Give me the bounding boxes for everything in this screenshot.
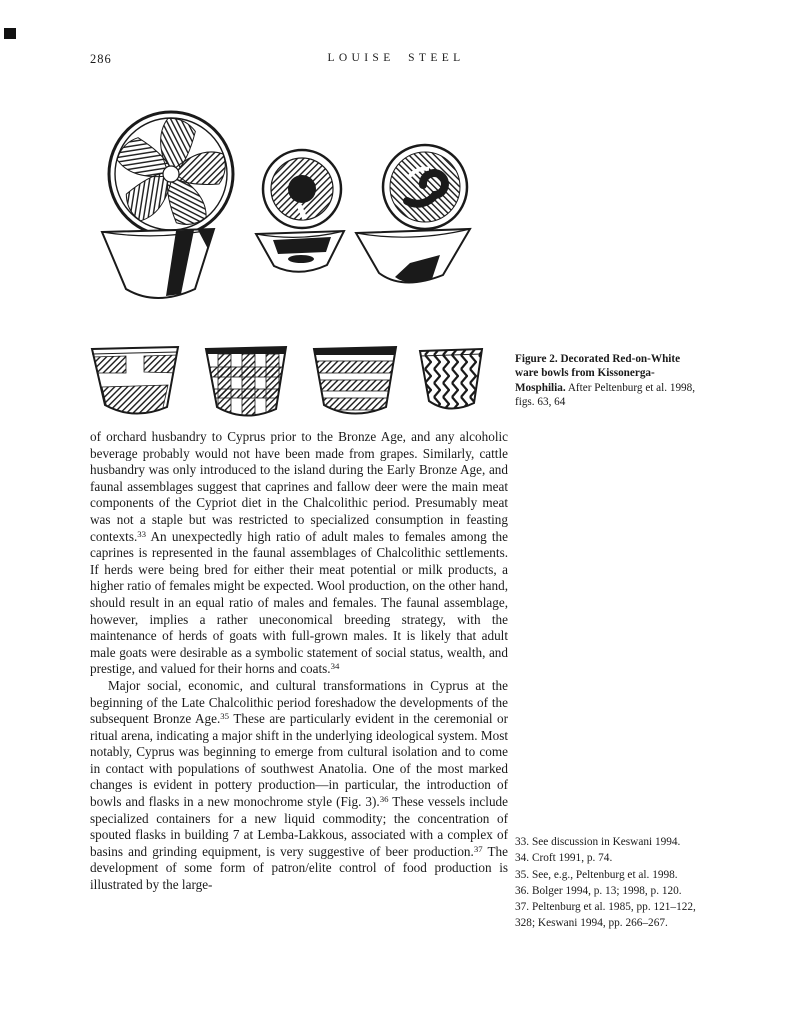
bowl-decorated-lattice: [206, 347, 286, 423]
bowl-profile-3: [356, 229, 470, 283]
footnote-ref-36: 36: [379, 794, 389, 805]
bowl-top-view-spiral: [383, 145, 467, 229]
footnote-33: 33. See discussion in Keswani 1994.: [515, 836, 681, 848]
paragraph-text: These are particularly evident in the ceremonial or ritual arena, indicating a major shift in the underlying ideological system. Most notably, Cyprus was beginning to emerge from cultural isolation and to come in contact with populations of southwest Anatolia. One of the most marked changes is evident in pottery production—in particular, the introduction of bowls and flasks in a new monochrome style (Fig. 3).: [90, 711, 508, 810]
body-text: [90, 429, 508, 894]
paragraph-text: An unexpectedly high ratio of adult males to females among the caprines is represented in the faunal assemblages of Chalcolithic settlements. If herds were being bred for either their meat potential or milk products, a higher ratio of females might be expected. Wool production, on the other hand, should result in an equal ratio of males and females. The faunal assemblage, however, implies a rather uneconomical breeding strategy, with the maintenance of herds of goats with full-grown males. It is likely that adult male goats were desirable as a symbolic statement of social status, wealth, and prestige, and valued for their horns and coats.: [90, 528, 508, 677]
figure-caption-title: Figure 2. Decorated Red-on-White ware bowls from Kissonerga-Mosphilia.: [515, 353, 681, 394]
body-paragraph-1: [90, 429, 508, 678]
figure-caption-source: After Peltenburg et al. 1998, figs. 63, 64: [515, 381, 696, 409]
footnote-ref-33: 33: [137, 528, 147, 539]
footnote-36: 36. Bolger 1994, p. 13; 1998, p. 120.: [515, 884, 682, 897]
bowl-profile-2: [256, 231, 344, 272]
bowl-profile-1: [102, 229, 214, 298]
bowl-decorated-cross: [92, 347, 178, 421]
paragraph-text: of orchard husbandry to Cyprus prior to the Bronze Age, and any alcoholic beverage probably would not have been made from grapes. Similarly, cattle husbandry was only introduced to the island during the Early Bronze Age, and faunal assemblages suggest that caprines and fallow deer were the main meat components of the Cypriot diet in the Chalcolithic period. Presumably meat was not a staple but was restricted to specialized consumption in feasting contexts.: [90, 429, 508, 544]
footnote-37: 37. Peltenburg et al. 1985, pp. 121–122, 328; Keswani 1994, pp. 266–267.: [515, 901, 696, 930]
bowl-top-view-ring: [263, 150, 341, 228]
paragraph-text: Major social, economic, and cultural transformations in Cyprus at the beginning of the Late Chalcolithic period foreshadow the developments of the subsequent Bronze Age.: [90, 677, 508, 727]
paragraph-text: The development of some form of patron/elite control of food production is illustrated by the large-: [90, 843, 508, 893]
bowls-illustration: [90, 103, 510, 423]
footnote-ref-35: 35: [220, 711, 230, 722]
figure-caption: [515, 352, 705, 410]
footnote-34: 34. Croft 1991, p. 74.: [515, 852, 613, 865]
footnote-ref-37: 37: [473, 843, 483, 854]
bowl-top-view-pinwheel: [109, 112, 233, 236]
figure-2: [90, 103, 510, 423]
bowl-decorated-chevrons: [418, 347, 484, 417]
bowl-decorated-bands: [314, 347, 396, 414]
running-head: LOUISE STEEL: [327, 52, 465, 64]
footnote-35: 35. See, e.g., Peltenburg et al. 1998.: [515, 868, 678, 881]
body-paragraph-2: [90, 678, 508, 894]
footnotes-block: [515, 834, 713, 932]
scan-artifact: [4, 28, 16, 39]
paragraph-text: These vessels include specialized containers for a new liquid commodity; the concentration of spouted flasks in building 7 at Lemba-Lakkous, associated with a complex of basins and grinding equipment, is very suggestive of beer production.: [90, 794, 508, 859]
page-number: 286: [90, 52, 112, 66]
footnote-ref-34: 34: [330, 661, 340, 672]
